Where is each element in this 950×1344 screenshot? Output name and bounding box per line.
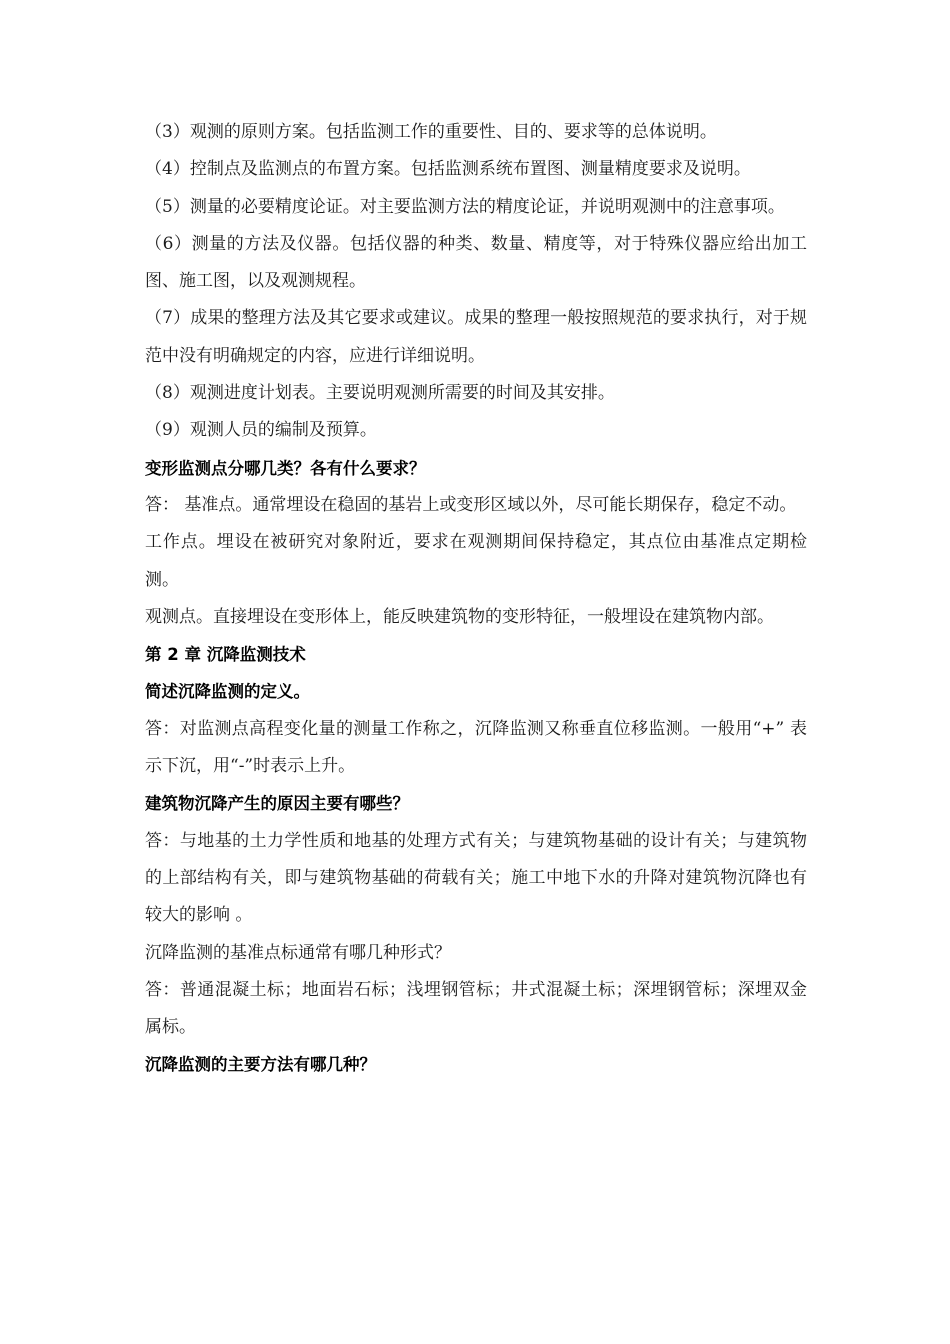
question-paragraph-benchmark-forms: 沉降监测的基准点标通常有哪几种形式？ — [145, 942, 451, 963]
list-item-4: （4）控制点及监测点的布置方案。包括监测系统布置图、测量精度要求及说明。 — [145, 159, 751, 180]
question-heading-causes: 建筑物沉降产生的原因主要有哪些？ — [145, 794, 409, 814]
list-item-6: （6）测量的方法及仪器。包括仪器的种类、数量、精度等，对于特殊仪器应给出加工图、施工图，以及观测规程。 — [145, 233, 807, 292]
question-heading-methods: 沉降监测的主要方法有哪几种？ — [145, 1055, 376, 1075]
list-item-8: （8）观测进度计划表。主要说明观测所需要的时间及其安排。 — [145, 383, 615, 404]
list-item-3: （3）观测的原则方案。包括监测工作的重要性、目的、要求等的总体说明。 — [145, 122, 717, 142]
paragraph-observation-point: 观测点。直接埋设在变形体上，能反映建筑物的变形特征，一般埋设在建筑物内部。 — [145, 606, 774, 627]
answer-paragraph-reference-point: 答： 基准点。通常埋设在稳固的基岩上或变形区域以外，尽可能长期保存，稳定不动。 — [145, 494, 797, 515]
chapter-heading: 第 2 章 沉降监测技术 — [145, 645, 306, 665]
answer-paragraph-definition: 答：对监测点高程变化量的测量工作称之，沉降监测又称垂直位移监测。一般用“+” 表示下沉，用“-”时表示上升。 — [145, 718, 807, 777]
list-item-5: （5）测量的必要精度论证。对主要监测方法的精度论证，并说明观测中的注意事项。 — [145, 196, 785, 217]
document-body — [145, 114, 807, 1084]
answer-paragraph-causes: 答：与地基的土力学性质和地基的处理方式有关；与建筑物基础的设计有关；与建筑物的上部结构有关，即与建筑物基础的荷载有关；施工中地下水的升降对建筑物沉降也有较大的影响 。 — [145, 830, 807, 926]
list-item-7: （7）成果的整理方法及其它要求或建议。成果的整理一般按照规范的要求执行，对于规范中没有明确规定的内容，应进行详细说明。 — [145, 308, 807, 366]
question-heading-monitoring-points: 变形监测点分哪几类？各有什么要求？ — [145, 458, 426, 478]
question-heading-definition: 简述沉降监测的定义。 — [145, 682, 310, 702]
list-item-9: （9）观测人员的编制及预算。 — [145, 420, 377, 441]
paragraph-working-point: 工作点。埋设在被研究对象附近，要求在观测期间保持稳定，其点位由基准点定期检测。 — [145, 532, 807, 590]
answer-paragraph-benchmark-forms: 答：普通混凝土标；地面岩石标；浅埋钢管标；井式混凝土标；深埋钢管标；深埋双金属标。 — [145, 979, 807, 1038]
